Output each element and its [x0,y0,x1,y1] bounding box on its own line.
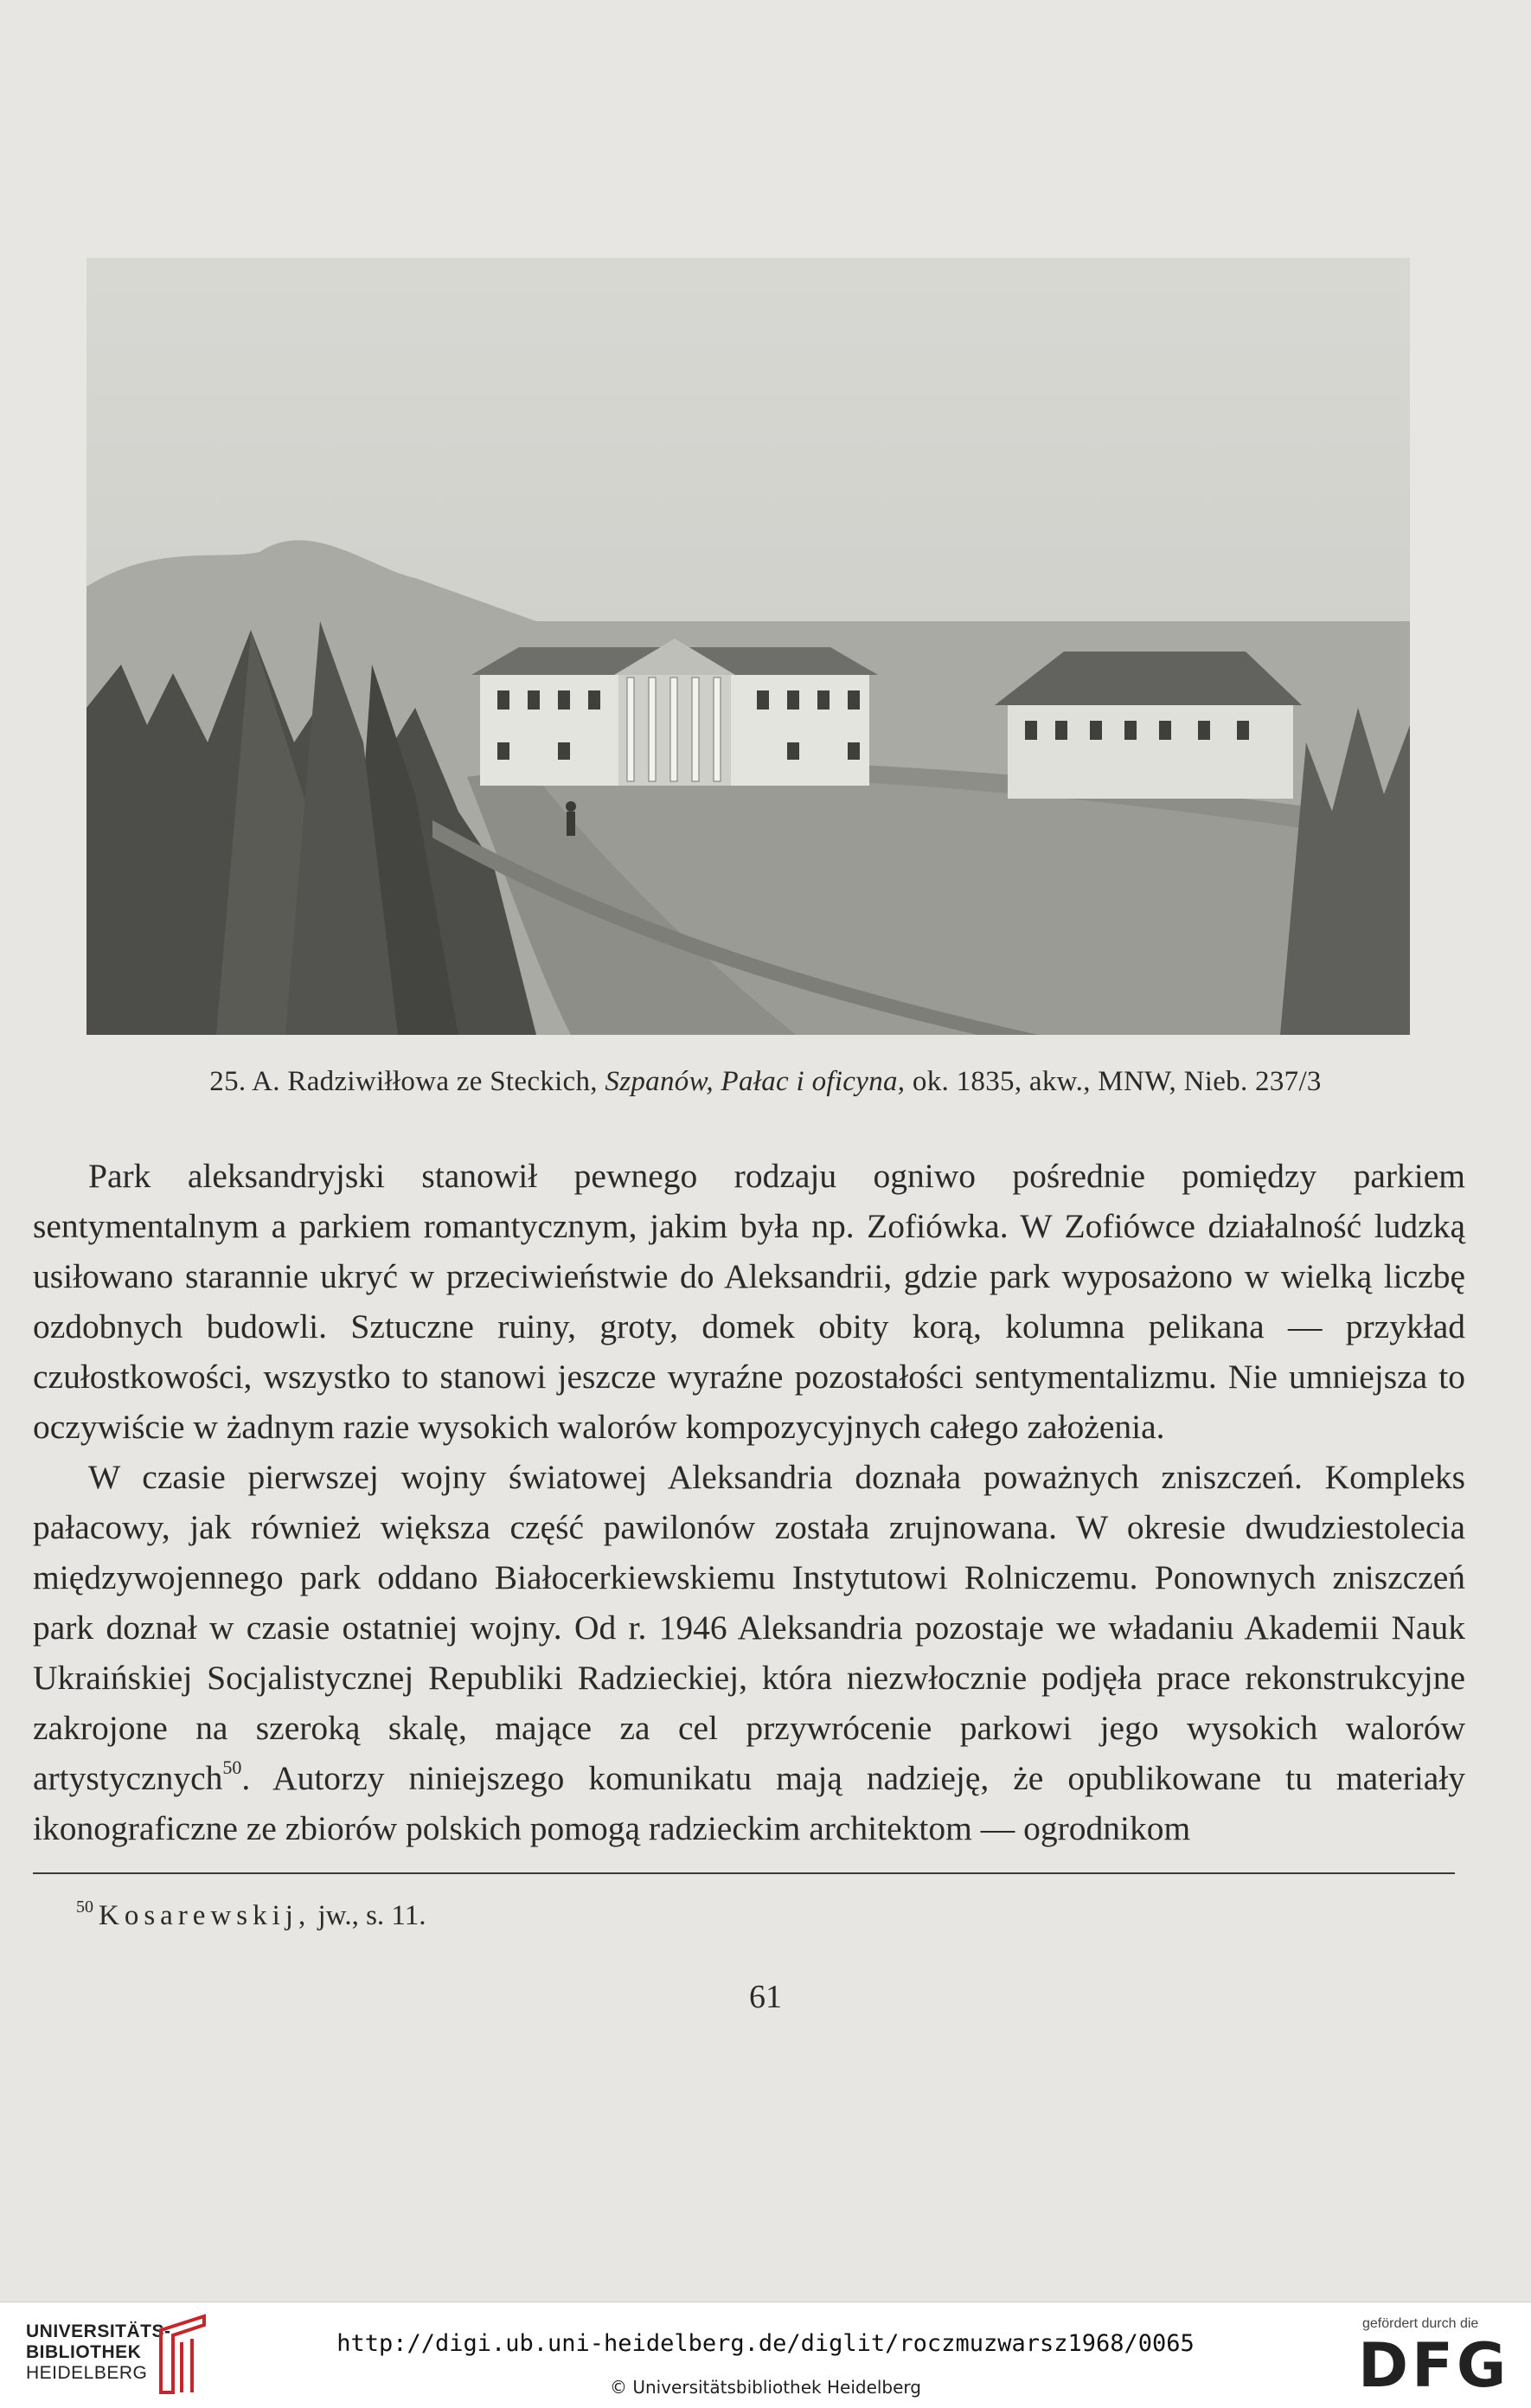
copyright-notice: © Universitätsbibliothek Heidelberg [609,2377,921,2398]
footnote [76,1900,426,1932]
caption-details: ok. 1835, akw., MNW, Nieb. 237/3 [912,1066,1322,1097]
palace-building [471,639,878,786]
paragraph: Park aleksandryjski stanowił pewnego rodzaju ogniwo pośrednie pomiędzy parkiem sentymentalnym a parkiem romantycznym, jakim była np. Zofiówka. W Zofiówce działalność ludzką usiłowano starannie ukryć w przeciwieństwie do Aleksandrii, gdzie park wyposażono w wielką liczbę ozdobnych budowli. Sztuczne ruiny, groty, domek obity korą, kolumna pelikana — przykład czułostkowości, wszystko to stanowi jeszcze wyraźne pozostałości sentymentalizmu. Nie umniejsza to oczywiście w żadnym razie wysokich walorów kompozycyjnych całego założenia. [33,1157,1465,1446]
digital-copy-link[interactable]: http://digi.ub.uni-heidelberg.de/diglit/roczmuzwarsz1968/0065 [336,2330,1195,2357]
watercolor-illustration [86,258,1410,1035]
paragraph-text: W czasie pierwszej wojny światowej Aleksandria doznała poważnych zniszczeń. Kompleks pałacowy, jak również większa część pawilonów została zrujnowana. W okresie dwudziestolecia międzywojennego park oddano Białocerkiewskiemu Instytutowi Rolniczemu. Ponownych zniszczeń park doznał w czasie ostatniej wojny. Od r. 1946 Aleksandria pozostaje we władaniu Akademii Nauk Ukraińskiej Socjalistycznej Republiki Radzieckiej, która niezwłocznie podjęła prace rekonstrukcyjne zakrojone na szeroką skalę, mające za cel przywrócenie parkowi jego wysokich walorów artystycznych [33,1458,1465,1797]
library-footer [0,2302,1531,2408]
dfg-logo[interactable]: DFG [1358,2330,1510,2401]
caption-title: Szpanów, Pałac i oficyna, [605,1066,906,1097]
logo-line: BIBLIOTHEK [26,2342,142,2362]
article-body [33,1151,1465,1853]
annex-building [995,652,1302,799]
caption-number: 25. [209,1066,247,1097]
footnote-divider [33,1872,1455,1874]
footnote-reference[interactable]: 50 [222,1756,242,1778]
footnote-reference-text: jw., s. 11. [317,1900,426,1931]
caption-author: A. Radziwiłłowa ze Steckich, [252,1066,598,1097]
page-number: 61 [749,1979,782,2015]
footnote-number: 50 [76,1898,93,1917]
logo-line: UNIVERSITÄTS- [26,2321,171,2341]
funding-note: gefördert durch die [1362,2316,1479,2331]
figure-caption [0,1066,1531,1098]
footnote-author: Kosarewskij, [99,1900,311,1931]
paragraph-text: . Autorzy niniejszego komunikatu mają nadzieję, że opublikowane tu materiały ikonograficzne ze zbiorów polskich pomogą radzieckim architektom — ogrodnikom [33,1759,1465,1847]
logo-line: HEIDELBERG [26,2363,148,2383]
paragraph [33,1452,1465,1853]
palace-watercolor-image [86,258,1410,1035]
